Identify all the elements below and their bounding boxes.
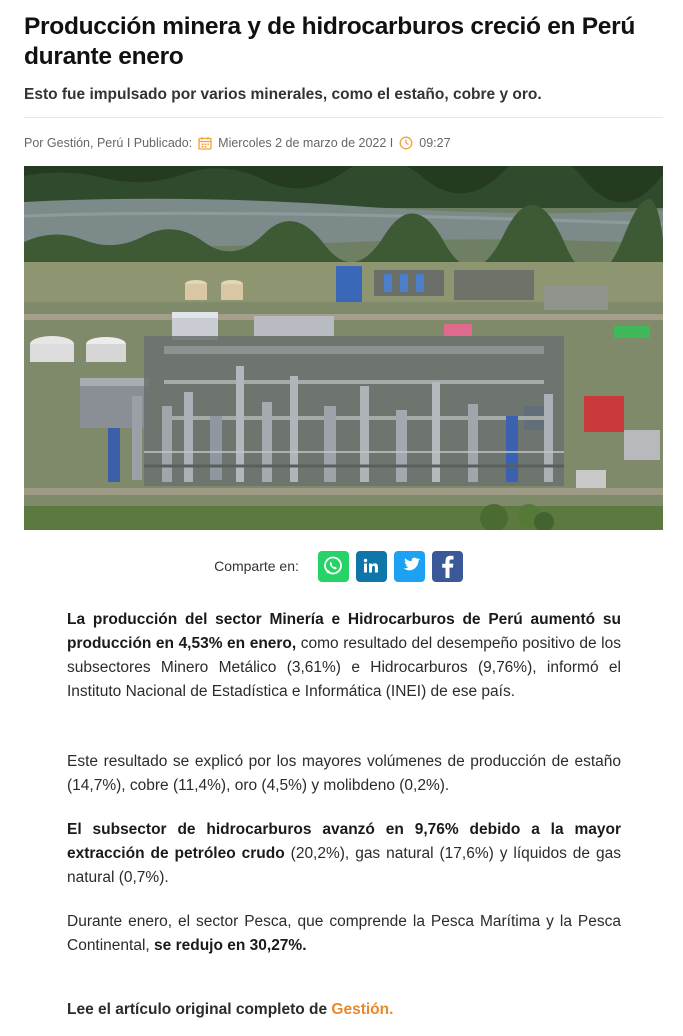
divider — [24, 117, 663, 118]
share-linkedin-button[interactable] — [356, 551, 387, 582]
aerial-gas-plant-illustration — [24, 166, 663, 530]
share-twitter-button[interactable] — [394, 551, 425, 582]
byline-author: Por Gestión, Perú I Publicado: — [24, 136, 193, 150]
paragraph-1-rest: como resultado del desempeño positivo de los subsectores Minero Metálico (3,61%) e Hidrocarburos (9,76%), informó el Instituto Nacional de Estadística e Informática (INEI) de ese país. — [67, 635, 621, 700]
paragraph-3-rest: (20,2%), gas natural (17,6%) y líquidos de gas natural (0,7%). — [67, 845, 622, 886]
headline: Producción minera y de hidrocarburos creció en Perú durante enero — [24, 13, 635, 70]
share-label: Comparte en: — [214, 558, 299, 574]
paragraph-4-bold: se redujo en 30,27%. — [154, 937, 307, 954]
paragraph-2: Este resultado se explicó por los mayores volúmenes de producción de estaño (14,7%), cobre (11,4%), oro (4,5%) y molibdeno (0,2%). — [67, 753, 621, 794]
whatsapp-icon — [322, 555, 344, 577]
source-line-text: Lee el artículo original completo de — [67, 1001, 332, 1018]
hero-image-gas-plant — [24, 166, 663, 530]
share-facebook-button[interactable] — [432, 551, 463, 582]
source-link[interactable]: Gestión. — [331, 1001, 394, 1018]
paragraph-1-bold: La producción del sector Minería e Hidrocarburos de Perú aumentó su producción en 4,53% en enero, — [67, 611, 621, 652]
share-whatsapp-button[interactable] — [318, 551, 349, 582]
paragraph-4-start: Durante enero, el sector Pesca, que comprende la Pesca Marítima y la Pesca Continental, — [67, 913, 621, 954]
paragraph-4 — [67, 910, 621, 958]
source-line — [67, 998, 621, 1022]
calendar-icon — [198, 136, 212, 150]
share-bar — [0, 550, 683, 582]
facebook-icon — [439, 554, 455, 578]
twitter-icon — [398, 556, 420, 576]
clock-icon — [399, 136, 413, 150]
byline — [24, 134, 451, 152]
linkedin-icon — [362, 557, 380, 575]
paragraph-3-bold: El subsector de hidrocarburos avanzó en 9,76% debido a la mayor extracción de petróleo crudo — [67, 821, 621, 862]
byline-date: Miercoles 2 de marzo de 2022 I — [218, 136, 394, 150]
byline-time: 09:27 — [419, 136, 451, 150]
subheadline: Esto fue impulsado por varios minerales, como el estaño, cobre y oro. — [24, 86, 542, 103]
paragraph-1 — [67, 608, 621, 704]
paragraph-3 — [67, 818, 621, 890]
